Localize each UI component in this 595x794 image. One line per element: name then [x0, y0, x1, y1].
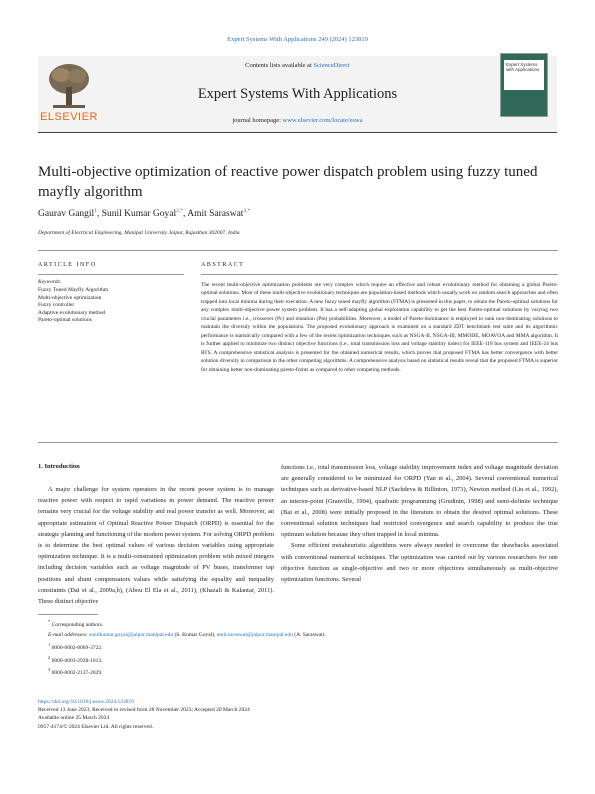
abstract-text: The recent multi-objective optimization problems are very complex which require an effective and robust evolutionary method for obtaining a global Pareto-optimal solutions. Most of these multi-objective evolutionary techniques are population-based methods which usually work on random search approaches and often trapped into local minima during their execution. A new fuzzy tuned mayfly algorithm (FTMA) is presented in this paper, to obtain the Pareto-optimal solutions for any complex multi-objective power system problem. It has a self-adapting global exploration capability to get the best Pareto-optimal solutions by varying two crucial parameters i.e., crossover (Pc) and mutation (Pm) probabilities. Moreover, a model of Pareto-dominance is employed to rank non-dominating solutions to maintain the diversity within the populations. The proposed evolutionary approach is examined on a standard ZDT benchmark test suite and its algorithmic performance is statistically compared with a few of the recent optimization techniques such as NSGA-II, NSGA-III, MMODE, MOAVOA and MMA algorithm. It is further applied to minimize two distinct objective functions (i.e., total transmission loss and voltage stability index) for IEEE-118 bus system and IEEE-24 bus RTS. A comprehensive statistical analysis is presented for the obtained numerical results, which proves that proposed FTMA has better convergence with better solution diversity in comparison to the other competing algorithms. A comprehensive analysis based on statistical results reveal that the proposed FTMA is superior for obtaining better non-dominating pareto-fronts as compared to other competing methods.: [201, 282, 558, 373]
author-name[interactable]: Sunil Kumar Goyal: [101, 209, 177, 220]
corresponding-footnote: * Corresponding authors.: [48, 619, 104, 628]
contents-available-line: [100, 62, 495, 69]
author-name[interactable]: Gaurav Gangil: [38, 209, 95, 220]
history-line: Received 13 June 2023; Received in revised form 28 November 2023; Accepted 20 March 2024: [38, 707, 250, 714]
author-marks[interactable]: 2,*: [176, 208, 183, 214]
publication-info: [38, 698, 558, 731]
body-paragraph: Some efficient metaheuristic algorithms were always needed to overcome the drawbacks associated with conventional numerical techniques. The optimization was carried out by various researchers for one objective function as single-objective and two or more objectives simultaneously as multi-objective optimization functions. Several: [281, 542, 558, 584]
elsevier-logo[interactable]: [38, 56, 100, 128]
available-online-line: Available online 25 March 2024: [38, 715, 110, 722]
email-owner: (A. Saraswat).: [294, 631, 326, 638]
keyword-item: Fuzzy Tuned Mayfly Algorithm: [38, 287, 109, 293]
orcid-footnote: $^1$ 0000-0002-8069-3722.: [48, 641, 103, 651]
journal-homepage-line: [100, 117, 495, 124]
email-link[interactable]: sunilkumar.goyal@jaipur.manipal.edu: [89, 631, 174, 638]
orcid-id[interactable]: 0000-0003-2928-1013.: [51, 657, 103, 664]
homepage-prefix: journal homepage:: [232, 117, 283, 124]
article-info-heading: ARTICLE INFO: [38, 262, 97, 268]
divider: [201, 274, 558, 275]
email-link[interactable]: amit.saraswat@jaipur.manipal.edu: [216, 631, 293, 638]
body-paragraph: functions i.e., total transmission loss, voltage stability improvement index and voltage magnitude deviation are generally considered to be minimized for ORPD (Yan et al., 2004). Several conventional numerical techniques such as derivative-based NLP (Sachdeva & Billinton, 1973), Newton method (Liu et al., 1992), an interior-point (Granville, 1994), quadratic programming (Grudinin, 1998) and semi-definite technique (Bai et al., 2008) were initially proposed in the literature to obtain the desired optimal solutions. These conventional solution techniques had restricted convergence and search capability to produce the true optimum solution because they often trapped in local minima.: [281, 464, 558, 539]
keywords-list: [38, 287, 108, 325]
author-name[interactable]: Amit Saraswat: [187, 209, 244, 220]
keyword-item: Adaptive evolutionary method: [38, 309, 106, 316]
orcid-id[interactable]: 0000-0002-8069-3722.: [51, 644, 103, 651]
abstract-heading: ABSTRACT: [201, 262, 245, 268]
author-marks[interactable]: 1: [94, 208, 97, 214]
elsevier-wordmark: ELSEVIER: [40, 111, 98, 123]
email-footnote: [48, 630, 558, 640]
footnote-divider: [38, 614, 98, 615]
divider: [38, 442, 558, 443]
journal-title: Expert Systems With Applications: [197, 86, 398, 102]
journal-cover-thumbnail[interactable]: [500, 53, 548, 117]
doi-link[interactable]: https://doi.org/10.1016/j.eswa.2024.123819: [38, 699, 134, 705]
email-label: E-mail addresses:: [48, 631, 88, 638]
body-paragraph: A major challenge for system operators in the recent power system is to manage reactive power with respect to rapid variations in power demand. The reactive power remains very crucial for the voltage stability and real power transfer as well. Moreover, an appropriate estimation of Optimal Reactive Power Dispatch (ORPD) is essential for the strategic planning and functioning of the modern power system. For solving ORPD problem is to determine the best optimal values of various decision variables using appropriate optimization technique. It is a multi-constrained optimization problem with mixed integers including decision variables such as voltage magnitude of PV buses, transformer tap positions and shunt compensators values while satisfying the equality and inequality constraints (Dai et al., 2009a,b), (Abou El Ela et al., 2011), (Khazali & Kalantar, 2011). Three distinct objective: [38, 486, 274, 606]
article-title: Multi-objective optimization of reactive power dispatch problem using fuzzy tuned mayfly algorithm: [38, 164, 538, 200]
orcid-id[interactable]: 0000-0002-2137-2829.: [51, 670, 103, 677]
keyword-item: Multi-objective optimization: [38, 294, 102, 301]
author-marks[interactable]: 3,*: [243, 208, 251, 214]
elsevier-tree-icon: [43, 59, 95, 111]
footnotes: [38, 617, 558, 678]
copyright-line: 0957-4174/© 2024 Elsevier Ltd. All rights reserved.: [38, 723, 154, 730]
orcid-footnote: $^2$ 0000-0003-2928-1013.: [48, 654, 103, 664]
email-owner: (S. Kumar Goyal),: [174, 631, 216, 638]
orcid-footnote: $^3$ 0000-0002-2137-2829.: [48, 667, 103, 677]
author-list: Gaurav Gangil$^1$, Sunil Kumar Goyal$^{2,*}$, Amit Saraswat$^{3,*}$: [38, 208, 251, 220]
section-heading-introduction: 1. Introduction: [38, 463, 80, 470]
sciencedirect-link[interactable]: ScienceDirect: [313, 62, 350, 69]
divider: [38, 250, 558, 251]
keyword-item: Pareto-optimal solutions: [38, 317, 92, 324]
cover-title: Expert Systems with Applications: [504, 60, 544, 90]
journal-homepage-link[interactable]: www.elsevier.com/locate/eswa: [282, 117, 363, 124]
keywords-label: Keywords:: [38, 279, 62, 285]
contents-prefix: Contents lists available at: [245, 62, 314, 69]
journal-reference-link[interactable]: Expert Systems With Applications 249 (2024) 123819: [227, 36, 368, 43]
corresponding-text: Corresponding authors.: [51, 621, 104, 628]
keyword-item: Fuzzy controller: [38, 302, 75, 309]
body-column-right: [281, 462, 558, 585]
body-column-left: [38, 484, 274, 607]
divider: [38, 274, 184, 275]
author-affiliation: Department of Electrical Engineering, Manipal University Jaipur, Rajasthan 302007, India: [38, 230, 240, 236]
